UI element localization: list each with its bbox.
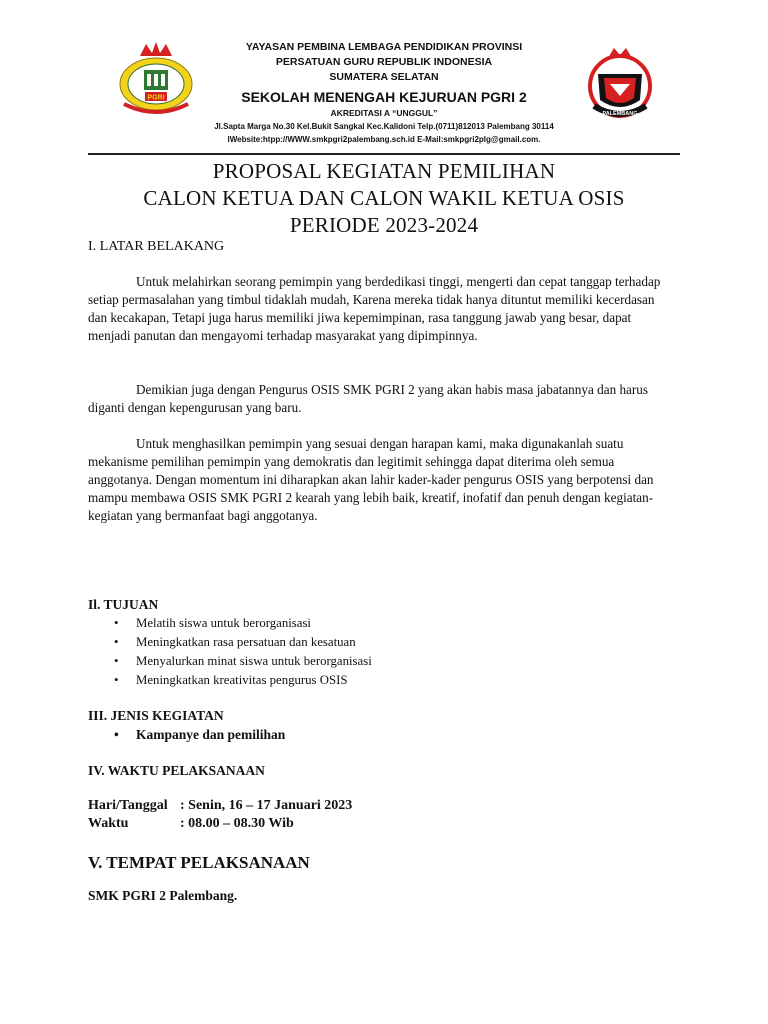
date-label: Hari/Tanggal <box>88 798 168 813</box>
background-paragraph-1 <box>88 273 673 345</box>
list-item <box>88 671 372 690</box>
background-paragraph-1-text: Untuk melahirkan seorang pemimpin yang berdedikasi tinggi, mengerti dan cepat tanggap terhadap setiap permasalahan yang timbul tidaklah mudah, Karena mereka tidak hanya dituntut memiliki kecerdasan dan kecakapan, Tetapi juga harus memiliki jiwa kepemimpinan, rasa tanggung jawab yang besar, dapat menjadi panutan dan mengayomi terhadap masyarakat yang dipimpinnya. <box>88 274 661 343</box>
title-line-2: CALON KETUA DAN CALON WAKIL KETUA OSIS <box>143 186 625 210</box>
title-line-3: PERIODE 2023-2024 <box>289 213 479 237</box>
list-item <box>88 725 285 744</box>
section-schedule-heading: IV. WAKTU PELAKSANAAN <box>88 763 265 778</box>
proposal-title <box>88 158 680 239</box>
bullet-icon: • <box>114 673 119 687</box>
schedule-time-row <box>88 815 294 833</box>
logo-right-text: PALEMBANG <box>602 111 638 117</box>
school-contact: lWebsite:htpp://WWW.smkpgri2palembang.sch.id E-Mail:smkpgri2plg@gmail.com. <box>227 135 541 144</box>
school-address: Jl.Sapta Marga No.30 Kel.Bukit Sangkal Kec.Kalidoni Telp.(0711)812013 Palembang 30114 <box>214 122 554 131</box>
time-value: : 08.00 – 08.30 Wib <box>180 816 294 831</box>
letterhead-province: SUMATERA SELATAN <box>329 71 439 83</box>
background-paragraph-2-text: Demikian juga dengan Pengurus OSIS SMK PGRI 2 yang akan habis masa jabatannya dan harus diganti dengan kepengurusan yang baru. <box>88 382 649 415</box>
letterhead-foundation: YAYASAN PEMBINA LEMBAGA PENDIDIKAN PROVINSI <box>245 41 523 53</box>
activity-list <box>88 725 285 744</box>
objective-text: Meningkatkan rasa persatuan dan kesatuan <box>136 635 356 649</box>
time-label: Waktu <box>88 816 129 831</box>
letterhead <box>88 36 680 154</box>
objective-text: Meningkatkan kreativitas pengurus OSIS <box>136 673 348 687</box>
bullet-icon: • <box>114 635 119 649</box>
list-item <box>88 614 372 633</box>
background-paragraph-2 <box>88 381 673 417</box>
background-paragraph-3-text: Untuk menghasilkan pemimpin yang sesuai dengan harapan kami, maka digunakanlah suatu mekanisme pemilihan pemimpin yang demokratis dan legitimit sehingga dapat diterima oleh semua anggotanya. Dengan momentum ini diharapkan akan lahir kader-kader pengurus OSIS yang berpotensi dan mampu membawa OSIS SMK PGRI 2 kearah yang lebih baik, kreatif, inofatif dan penuh dengan kegiatan-kegiatan yang bermanfaat bagi anggotanya. <box>88 436 654 523</box>
background-paragraph-3 <box>88 435 673 525</box>
logo-left-text: PGRI <box>147 94 165 102</box>
accreditation: AKREDITASI A “UNGGUL” <box>330 108 438 118</box>
letterhead-union: PERSATUAN GURU REPUBLIK INDONESIA <box>275 56 493 68</box>
title-line-1: PROPOSAL KEGIATAN PEMILIHAN <box>212 159 556 183</box>
letterhead-divider <box>88 153 680 155</box>
palembang-crest-icon <box>584 44 656 122</box>
bullet-icon: • <box>114 616 119 630</box>
bullet-icon: • <box>114 654 119 668</box>
venue-value: SMK PGRI 2 Palembang. <box>88 888 238 903</box>
objective-text: Menyalurkan minat siswa untuk berorganisasi <box>136 654 372 668</box>
date-value: : Senin, 16 – 17 Januari 2023 <box>180 798 353 813</box>
objective-text: Melatih siswa untuk berorganisasi <box>136 616 311 630</box>
section-objectives-heading: Il. TUJUAN <box>88 597 159 612</box>
objectives-list <box>88 614 372 690</box>
schedule-date-row <box>88 797 352 815</box>
bullet-icon: • <box>114 727 119 742</box>
section-venue-heading: V. TEMPAT PELAKSANAAN <box>88 853 310 872</box>
list-item <box>88 633 372 652</box>
list-item <box>88 652 372 671</box>
section-background-heading: I. LATAR BELAKANG <box>88 239 225 254</box>
section-activity-heading: III. JENIS KEGIATAN <box>88 708 224 723</box>
school-name: SEKOLAH MENENGAH KEJURUAN PGRI 2 <box>241 89 527 105</box>
activity-text: Kampanye dan pemilihan <box>136 727 286 742</box>
